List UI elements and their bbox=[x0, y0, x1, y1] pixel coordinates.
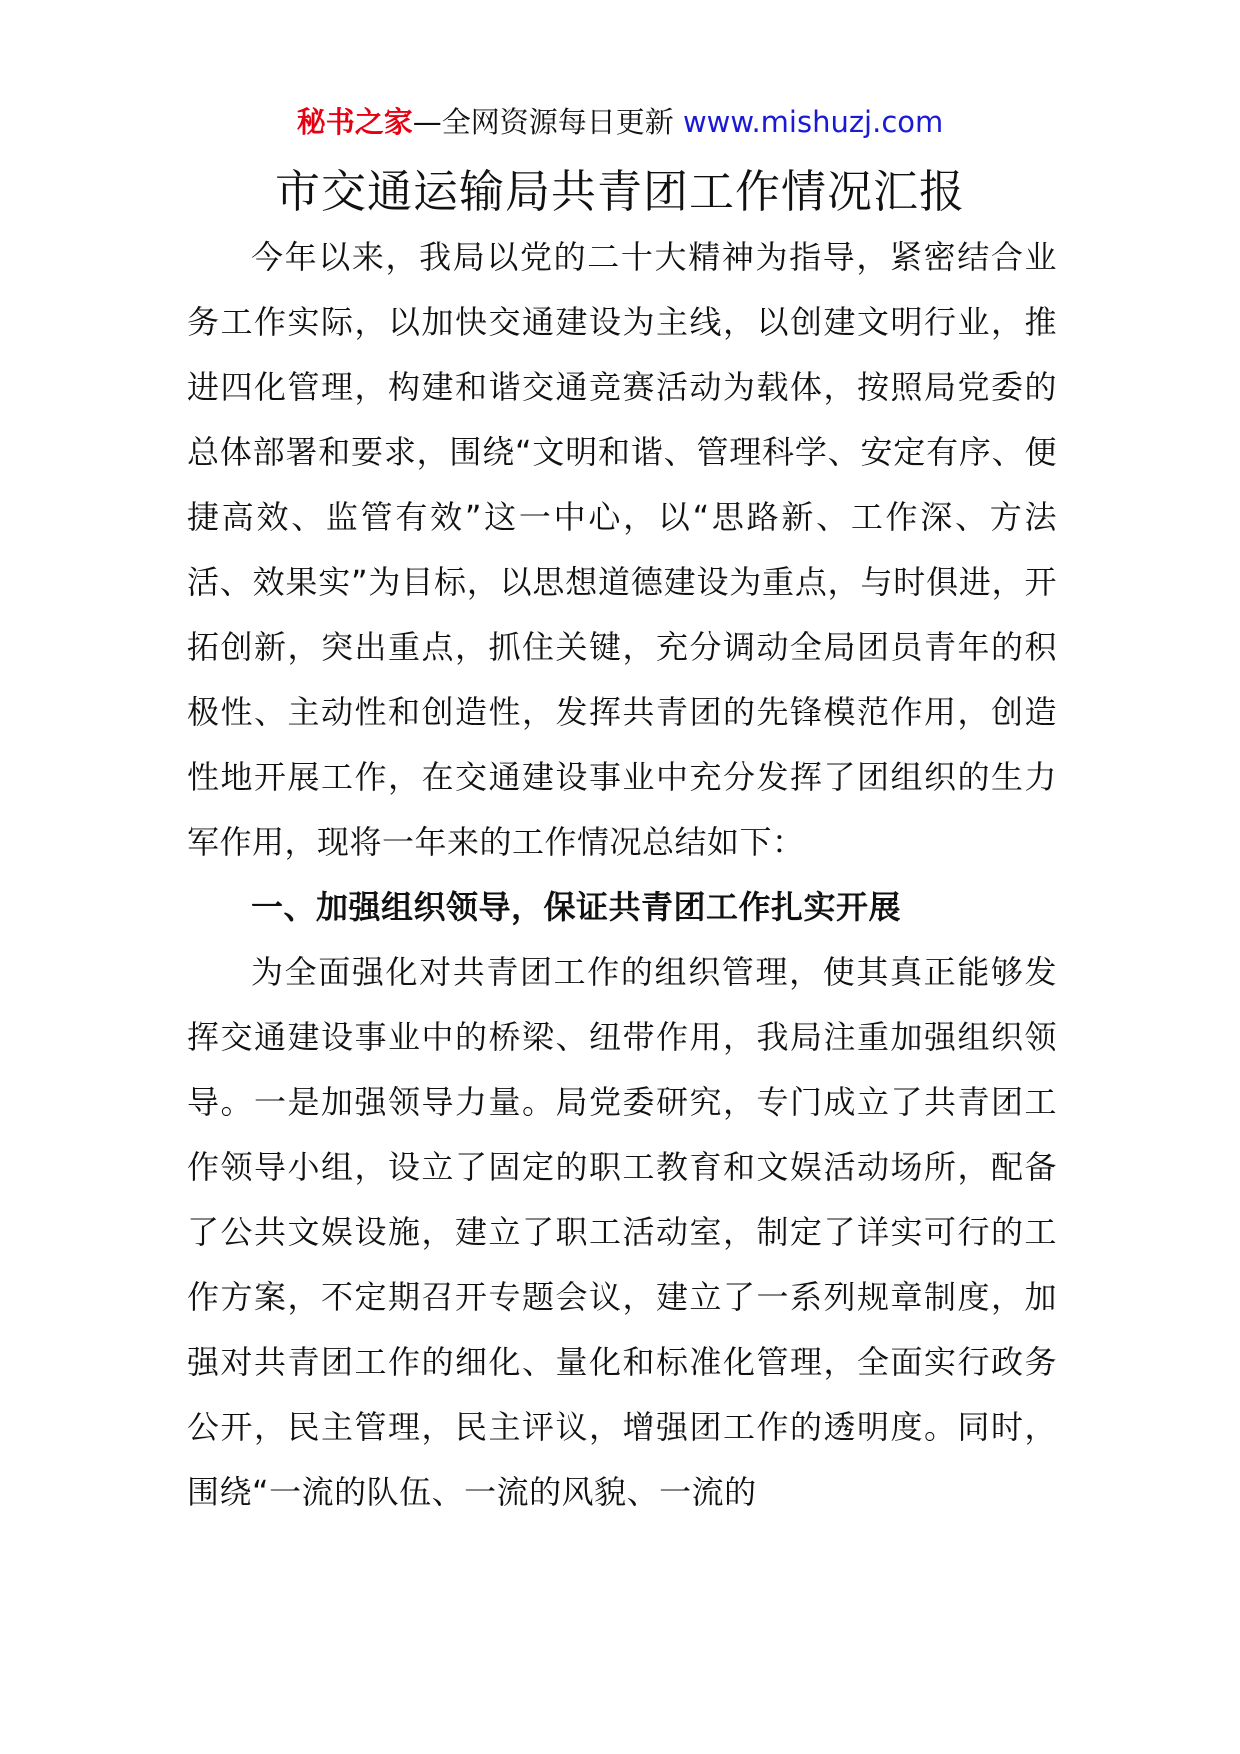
document-title: 市交通运输局共青团工作情况汇报 bbox=[274, 165, 965, 218]
brand-name: 秘书之家 bbox=[296, 105, 413, 139]
document-body bbox=[187, 225, 1057, 1525]
section-heading: 一、加强组织领导，保证共青团工作扎实开展 bbox=[251, 888, 902, 926]
site-header bbox=[0, 100, 1240, 144]
paragraph-organization: 为全面强化对共青团工作的组织管理，使其真正能够发挥交通建设事业中的桥梁、纽带作用，我局注重加强组织领导。一是加强领导力量。局党委研究，专门成立了共青团工作领导小组，设立了固定的职工教育和文娱活动场所，配备了公共文娱设施，建立了职工活动室，制定了详实可行的工作方案，不定期召开专题会议，建立了一系列规章制度，加强对共青团工作的细化、量化和标准化管理，全面实行政务公开，民主管理，民主评议，增强团工作的透明度。同时，围绕“一流的队伍、一流的风貌、一流的 bbox=[187, 953, 1057, 1511]
site-url[interactable]: www.mishuzj.com bbox=[682, 105, 944, 139]
header-tagline: —全网资源每日更新 bbox=[412, 105, 674, 139]
paragraph-intro: 今年以来，我局以党的二十大精神为指导，紧密结合业务工作实际，以加快交通建设为主线，以创建文明行业，推进四化管理，构建和谐交通竞赛活动为载体，按照局党委的总体部署和要求，围绕“文明和谐、管理科学、安定有序、便捷高效、监管有效”这一中心，以“思路新、工作深、方法活、效果实”为目标，以思想道德建设为重点，与时俱进，开拓创新，突出重点，抓住关键，充分调动全局团员青年的积极性、主动性和创造性，发挥共青团的先锋模范作用，创造性地开展工作，在交通建设事业中充分发挥了团组织的生力军作用，现将一年来的工作情况总结如下： bbox=[187, 238, 1057, 861]
